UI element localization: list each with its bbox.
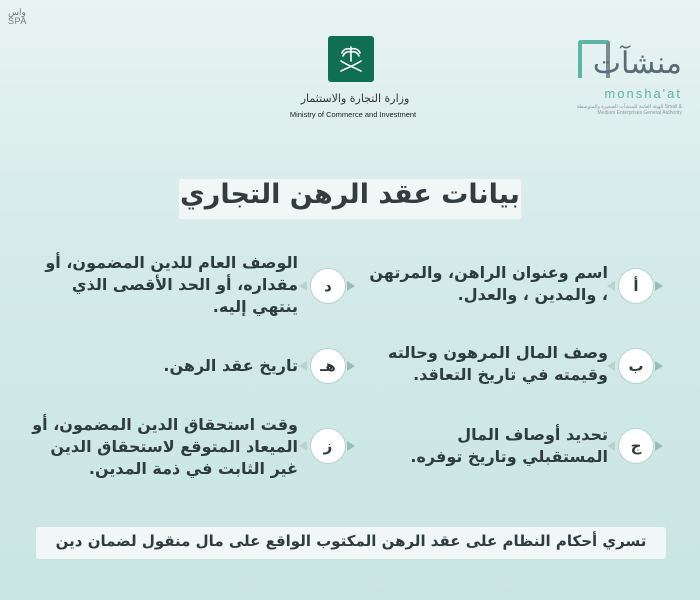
item-text: وقت استحقاق الدين المضمون، أو الميعاد المتوقع لاستحقاق الدين غير الثابت في ذمة المدين. [32,415,298,478]
footer-banner [36,527,666,559]
ministry-name-ar: وزارة التجارة والاستثمار [300,92,410,105]
spa-watermark-en: SPA [8,16,27,26]
item-badge: ج [618,428,654,464]
monshaat-logo [568,36,688,120]
item-text: اسم وعنوان الراهن، والمرتهن ، والمدين ، والعدل. [369,263,608,304]
title-banner [178,178,522,220]
monshaat-subtitle: الهيئة العامة للمنشآت الصغيرة والمتوسطة Small & Medium Enterprises General Authority [576,104,682,116]
item-badge: ز [310,428,346,464]
item-text: تاريخ عقد الرهن. [163,356,298,375]
item-badge: د [310,268,346,304]
monshaat-name-ar: منشآت [592,46,682,81]
item-text: تحديد أوصاف المال المستقبلي وتاريخ توفره. [410,425,608,466]
monshaat-name-en: monsha'at [604,86,682,101]
page-title: بيانات عقد الرهن التجاري [180,179,520,210]
item-text: الوصف العام للدين المضمون، أو مقداره، أو الحد الأقصى الذي ينتهي إليه. [45,253,298,316]
ministry-name-en: Ministry of Commerce and Investment [289,110,417,119]
item-text: وصف المال المرهون وحالته وقيمته في تاريخ التعاقد. [388,343,608,384]
footer-text: تسري أحكام النظام على عقد الرهن المكتوب الواقع على مال منقول لضمان دين [55,532,647,550]
spa-watermark-ar: واس [8,7,26,17]
item-badge: أ [618,268,654,304]
spa-watermark [8,8,27,26]
item-badge: هـ [310,348,346,384]
item-badge: ب [618,348,654,384]
saudi-emblem-icon [328,36,374,82]
